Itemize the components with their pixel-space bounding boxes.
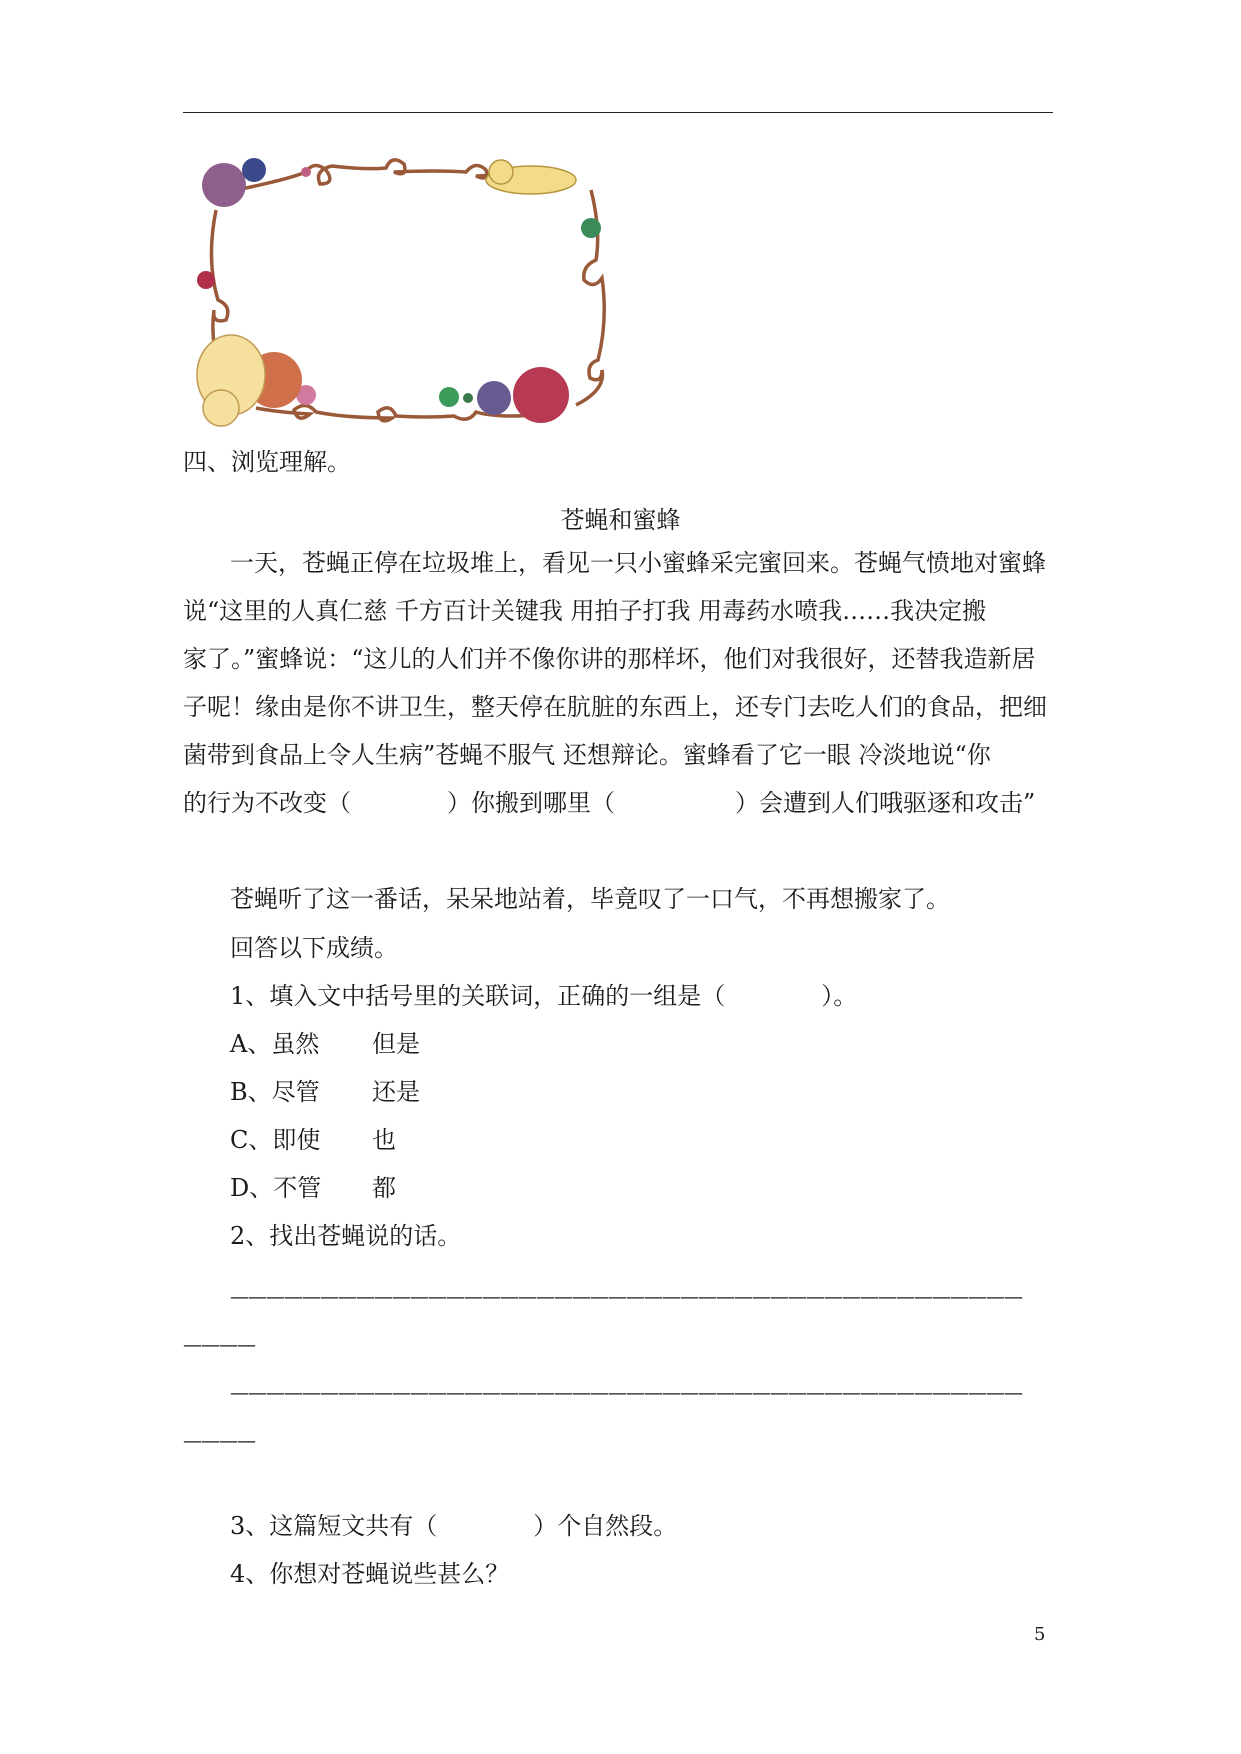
answer-line-continued: ———— — [183, 1430, 255, 1452]
page-number: 5 — [1034, 1624, 1046, 1645]
story-line: 说“这里的人真仁慈 千方百计关键我 用拍子打我 用毒药水喷我……我决定搬 — [183, 597, 987, 625]
option-d-first: D、不管 — [230, 1174, 322, 1202]
option-a-second: 但是 — [372, 1030, 420, 1058]
story-line: 一天，苍蝇正停在垃圾堆上，看见一只小蜜蜂采完蜜回来。苍蝇气愤地对蜜蜂 — [230, 549, 1046, 577]
question-3: 3、这篇短文共有（ ）个自然段。 — [230, 1512, 678, 1540]
option-c-first: C、即使 — [230, 1126, 321, 1154]
question-2: 2、找出苍蝇说的话。 — [230, 1222, 462, 1250]
story-line: 的行为不改变（ ）你搬到哪里（ ）会遭到人们哦驱逐和攻击” — [183, 789, 1036, 817]
story-line: 家了。”蜜蜂说：“这儿的人们并不像你讲的那样坏，他们对我很好，还替我造新居 — [183, 645, 1036, 673]
option-d-second: 都 — [372, 1174, 396, 1202]
story-last-paragraph: 苍蝇听了这一番话，呆呆地站着，毕竟叹了一口气，不再想搬家了。 — [230, 885, 950, 913]
yarn-cat-frame — [196, 150, 636, 440]
section-heading: 四、浏览理解。 — [183, 448, 351, 476]
option-a-first: A、虽然 — [230, 1030, 320, 1058]
question-1: 1、填入文中括号里的关联词，正确的一组是（ ）。 — [230, 982, 858, 1010]
answer-line: ———————————————————————————————————————————— — [230, 1286, 1022, 1308]
story-line: 菌带到食品上令人生病”苍蝇不服气 还想辩论。蜜蜂看了它一眼 冷淡地说“你 — [183, 741, 991, 769]
question-4: 4、你想对苍蝇说些甚么？ — [230, 1560, 510, 1588]
story-title: 苍蝇和蜜蜂 — [560, 506, 681, 534]
story-line: 子呢！缘由是你不讲卫生，整天停在肮脏的东西上，还专门去吃人们的食品，把细 — [183, 693, 1047, 721]
answer-line-continued: ———— — [183, 1334, 255, 1356]
answer-line: ———————————————————————————————————————————— — [230, 1382, 1022, 1404]
option-b-first: B、尽管 — [230, 1078, 320, 1106]
option-c-second: 也 — [372, 1126, 396, 1154]
questions-intro: 回答以下成绩。 — [230, 934, 398, 962]
header-rule — [183, 112, 1053, 113]
option-b-second: 还是 — [372, 1078, 420, 1106]
